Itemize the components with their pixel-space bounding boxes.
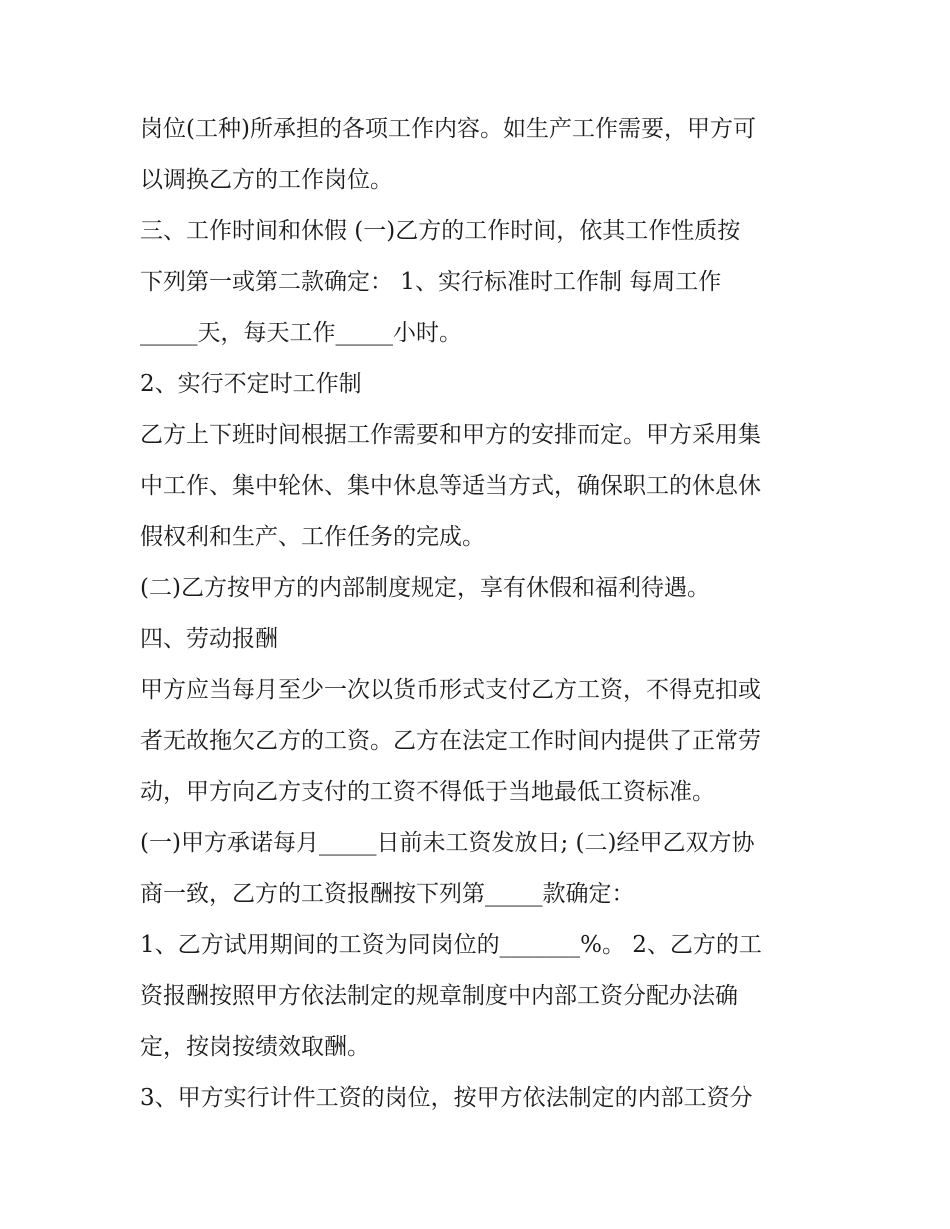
text-line: 三、工作时间和休假 (一)乙方的工作时间，依其工作性质按 [140, 218, 741, 244]
text-line: _____天，每天工作_____小时。 [140, 320, 462, 346]
text-line: 假权利和生产、工作任务的完成。 [140, 524, 485, 550]
text-line: 下列第一或第二款确定： 1、实行标准时工作制 每周工作 [140, 269, 722, 295]
text-line: 中工作、集中轮休、集中休息等适当方式，确保职工的休息休 [140, 473, 761, 499]
text-line: 1、乙方试用期间的工资为同岗位的_______%。 2、乙方的工 [140, 932, 762, 958]
text-line: 2、实行不定时工作制 [140, 371, 362, 397]
text-line: (二)乙方按甲方的内部制度规定，享有休假和福利待遇。 [140, 575, 710, 601]
text-line: 以调换乙方的工作岗位。 [140, 167, 393, 193]
text-line: 3、甲方实行计件工资的岗位，按甲方依法制定的内部工资分 [140, 1085, 753, 1111]
text-line: 者无故拖欠乙方的工资。乙方在法定工作时间内提供了正常劳 [140, 728, 761, 754]
text-line: 岗位(工种)所承担的各项工作内容。如生产工作需要，甲方可 [140, 116, 756, 142]
text-line: 甲方应当每月至少一次以货币形式支付乙方工资，不得克扣或 [140, 677, 761, 703]
document-body [140, 104, 820, 1124]
text-line: 资报酬按照甲方依法制定的规章制度中内部工资分配办法确 [140, 983, 738, 1009]
text-line: 定，按岗按绩效取酬。 [140, 1034, 370, 1060]
text-line: (一)甲方承诺每月_____日前未工资发放日; (二)经甲乙双方协 [140, 830, 755, 856]
text-line: 乙方上下班时间根据工作需要和甲方的安排而定。甲方采用集 [140, 422, 761, 448]
text-line: 商一致，乙方的工资报酬按下列第_____款确定： [140, 881, 635, 907]
text-line: 四、劳动报酬 [140, 626, 278, 652]
text-line: 动，甲方向乙方支付的工资不得低于当地最低工资标准。 [140, 779, 715, 805]
